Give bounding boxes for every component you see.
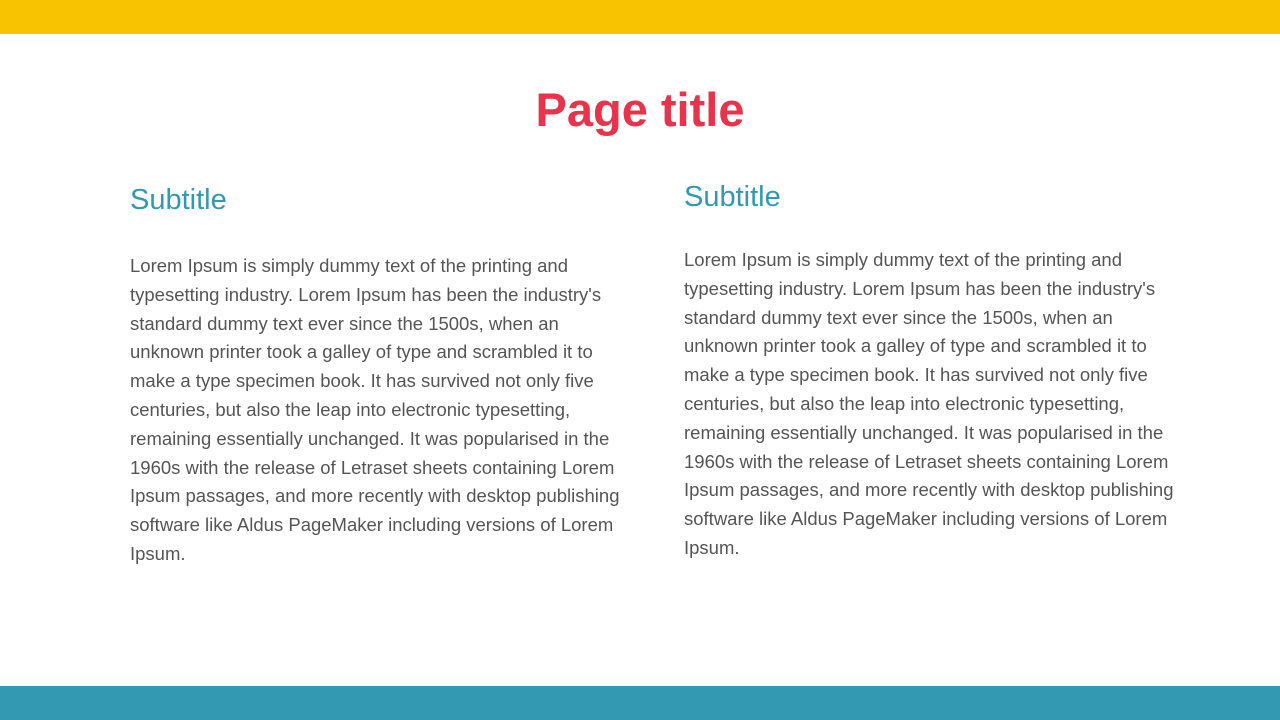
left-column-body: Lorem Ipsum is simply dummy text of the printing and typesetting industry. Lorem Ipsum has been the industry's standard dummy text ever since the 1500s, when an unknown printer took a galley of type and scrambled it to make a type specimen book. It has survived not only five centuries, but also the leap into electronic typesetting, remaining essentially unchanged. It was popularised in the 1960s with the release of Letraset sheets containing Lorem Ipsum passages, and more recently with desktop publishing software like Aldus PageMaker including versions of Lorem Ipsum.	[130, 255, 620, 564]
right-column-body: Lorem Ipsum is simply dummy text of the printing and typesetting industry. Lorem Ipsum has been the industry's standard dummy text ever since the 1500s, when an unknown printer took a galley of type and scrambled it to make a type specimen book. It has survived not only five centuries, but also the leap into electronic typesetting, remaining essentially unchanged. It was popularised in the 1960s with the release of Letraset sheets containing Lorem Ipsum passages, and more recently with desktop publishing software like Aldus PageMaker including versions of Lorem Ipsum.	[684, 249, 1174, 558]
right-column-subtitle: Subtitle	[684, 181, 781, 213]
page-title: Page title	[535, 83, 745, 136]
top-accent-bar	[0, 0, 1280, 34]
right-column	[684, 179, 1184, 563]
left-column	[130, 182, 630, 569]
bottom-accent-bar	[0, 686, 1280, 720]
left-column-subtitle: Subtitle	[130, 184, 227, 216]
